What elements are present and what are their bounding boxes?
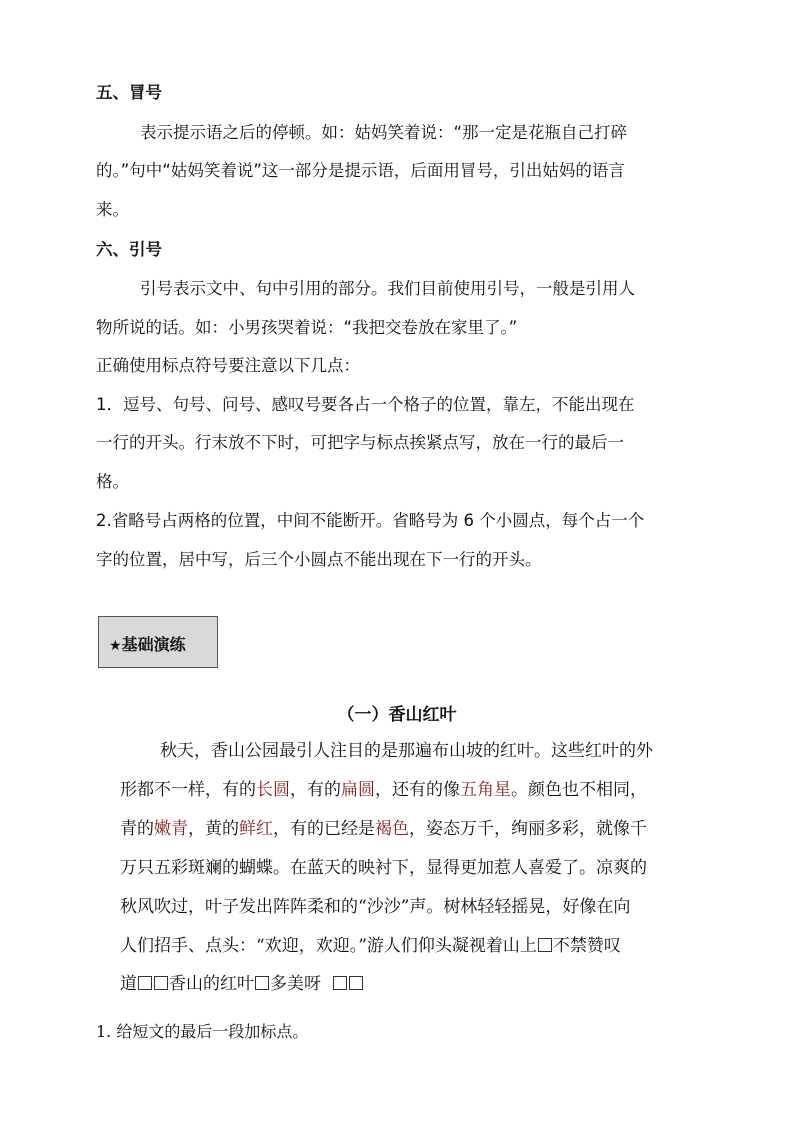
question-1: 1. 给短文的最后一段加标点。 — [96, 1022, 309, 1041]
highlight-word: 鲜红 — [239, 819, 273, 839]
star-icon: ★ — [109, 638, 122, 654]
section-6-heading: 六、引号 — [96, 240, 162, 259]
highlight-word: 扁圆 — [341, 780, 375, 800]
section-5-line-3: 来。 — [96, 200, 129, 219]
highlight-word: 褐色 — [375, 819, 409, 839]
passage-line-3: 青的嫩青，黄的鲜红，有的已经是褐色，姿态万千，绚丽多彩，就像千 — [120, 819, 647, 839]
rule-2-line-2: 字的位置，居中写，后三个小圆点不能出现在下一行的开头。 — [96, 550, 542, 569]
passage-line-6: 人们招手、点头：“欢迎，欢迎。”游人们仰头凝视着山上 不禁赞叹 — [120, 936, 621, 956]
section-6-line-1: 引号表示文中、句中引用的部分。我们目前使用引号，一般是引用人 — [140, 279, 635, 298]
blank-box[interactable] — [138, 976, 152, 990]
section-5-heading: 五、冒号 — [96, 83, 162, 102]
passage-line-5: 秋风吹过，叶子发出阵阵柔和的“沙沙”声。树林轻轻摇晃，好像在向 — [120, 897, 631, 917]
highlight-word: 长圆 — [256, 780, 290, 800]
blank-box[interactable] — [154, 976, 168, 990]
rule-1-line-2: 一行的开头。行末放不下时，可把字与标点挨紧点写，放在一行的最后一 — [96, 433, 624, 452]
passage-title: （一）香山红叶 — [337, 705, 457, 725]
section-5-line-2: 的。”句中“姑妈笑着说”这一部分是提示语，后面用冒号，引出姑妈的语言 — [96, 161, 625, 180]
rule-1-line-3: 格。 — [96, 472, 129, 491]
rule-1-line-1: 1．逗号、句号、问号、感叹号要各占一个格子的位置，靠左，不能出现在 — [96, 395, 635, 414]
blank-box[interactable] — [333, 976, 347, 990]
highlight-word: 五角星 — [460, 780, 511, 800]
passage-line-1: 秋天，香山公园最引人注目的是那遍布山坡的红叶。这些红叶的外 — [160, 741, 653, 761]
blank-box[interactable] — [538, 938, 552, 952]
rule-2-line-1: 2.省略号占两格的位置，中间不能断开。省略号为 6 个小圆点，每个占一个 — [96, 511, 645, 530]
practice-section-box — [98, 616, 218, 668]
passage-line-7: 道 香山的红叶 多美呀 — [120, 974, 364, 994]
section-6-line-2: 物所说的话。如：小男孩哭着说：“我把交卷放在家里了。” — [96, 318, 518, 337]
blank-box[interactable] — [349, 976, 363, 990]
passage-line-2: 形都不一样，有的长圆，有的扁圆，还有的像五角星。颜色也不相同， — [120, 780, 647, 800]
blank-box[interactable] — [255, 976, 269, 990]
rules-intro: 正确使用标点符号要注意以下几点： — [96, 356, 360, 375]
highlight-word: 嫩青 — [154, 819, 188, 839]
practice-label: 基础演练 — [121, 635, 186, 654]
passage-line-4: 万只五彩斑斓的蝴蝶。在蓝天的映衬下，显得更加惹人喜爱了。凉爽的 — [120, 858, 647, 878]
section-5-line-1: 表示提示语之后的停顿。如：姑妈笑着说：“那一定是花瓶自己打碎 — [140, 123, 628, 142]
